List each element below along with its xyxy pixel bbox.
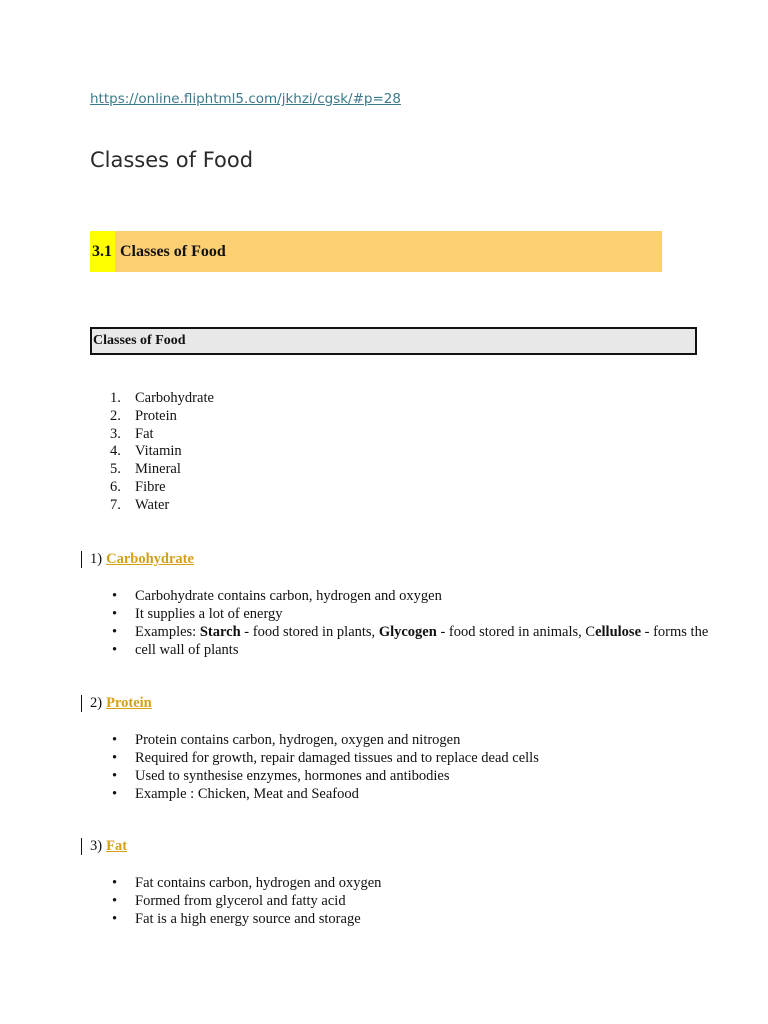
fat-link[interactable]: Fat — [106, 838, 128, 854]
text-run: - forms the — [641, 624, 709, 640]
list-number: 2. — [110, 407, 121, 424]
list-item — [112, 605, 752, 623]
list-item — [112, 731, 752, 749]
list-item — [112, 910, 752, 928]
fat-list — [112, 874, 752, 928]
source-link[interactable]: https://online.fliphtml5.com/jkhzi/cgsk/#p=28 — [90, 91, 401, 107]
list-item — [112, 874, 752, 892]
list-item — [110, 408, 214, 426]
boxed-heading: Classes of Food — [90, 327, 697, 355]
list-item — [110, 497, 214, 515]
bullet-icon: • — [112, 786, 118, 802]
list-item — [110, 390, 214, 408]
text-run: - food stored in animals, C — [436, 624, 596, 640]
fat-heading — [81, 838, 127, 855]
text-run: Examples: — [135, 624, 200, 640]
section-number: 3.1 — [90, 231, 115, 272]
bullet-icon: • — [112, 588, 118, 604]
list-item-text: Example : Chicken, Meat and Seafood — [135, 786, 359, 802]
heading-prefix: 2) — [90, 695, 103, 711]
list-item — [112, 892, 752, 910]
protein-link[interactable]: Protein — [106, 695, 152, 711]
bold-term-starch: Starch — [199, 624, 241, 640]
heading-prefix: 1) — [90, 551, 103, 567]
list-item — [110, 443, 214, 461]
list-number: 7. — [110, 496, 121, 513]
list-number: 6. — [110, 478, 121, 495]
list-item — [110, 426, 214, 444]
list-item-label: Carbohydrate — [135, 390, 214, 406]
bullet-icon: • — [112, 624, 118, 640]
bullet-icon: • — [112, 750, 118, 766]
heading-marker — [81, 838, 82, 855]
section-banner — [90, 231, 662, 272]
bullet-icon: • — [112, 606, 118, 622]
list-item-label: Water — [135, 496, 170, 513]
bullet-icon: • — [112, 911, 118, 927]
list-number: 4. — [110, 443, 121, 460]
list-item-text: cell wall of plants — [135, 642, 239, 658]
list-item-text: Fat is a high energy source and storage — [135, 911, 361, 927]
list-item-text: Required for growth, repair damaged tissues and to replace dead cells — [135, 750, 539, 766]
bullet-icon: • — [112, 875, 118, 891]
list-item-text: Fat contains carbon, hydrogen and oxygen — [135, 875, 382, 891]
heading-marker — [81, 551, 82, 568]
section-label: Classes of Food — [120, 242, 226, 260]
bold-term-glycogen: Glycogen — [378, 624, 437, 640]
list-item — [112, 785, 752, 803]
bold-term-cellulose: ellulose — [595, 624, 642, 640]
list-item-label: Fibre — [135, 478, 166, 495]
list-item-text: It supplies a lot of energy — [135, 606, 283, 622]
classes-list — [110, 390, 214, 515]
list-item-label: Vitamin — [135, 443, 182, 460]
bullet-icon: • — [112, 642, 118, 658]
heading-marker — [81, 695, 82, 712]
list-item — [112, 623, 752, 641]
list-item — [110, 461, 214, 479]
bullet-icon: • — [112, 768, 118, 784]
list-item-label: Mineral — [135, 461, 181, 478]
list-item — [110, 479, 214, 497]
text-run: - food stored in plants, — [240, 624, 379, 640]
carbohydrate-link[interactable]: Carbohydrate — [106, 551, 194, 567]
carbohydrate-list — [112, 587, 752, 659]
list-item — [112, 587, 752, 605]
bullet-icon: • — [112, 732, 118, 748]
page-title: Classes of Food — [90, 148, 254, 172]
list-item-text: Used to synthesise enzymes, hormones and antibodies — [135, 768, 450, 784]
carbohydrate-heading — [81, 551, 194, 568]
list-item-label: Fat — [135, 425, 154, 442]
list-item-text: Protein contains carbon, hydrogen, oxygen and nitrogen — [135, 732, 461, 748]
list-number: 3. — [110, 425, 121, 442]
bullet-icon: • — [112, 893, 118, 909]
list-item-label: Protein — [135, 407, 177, 424]
heading-prefix: 3) — [90, 838, 103, 854]
list-item-text — [135, 623, 708, 641]
protein-list — [112, 731, 752, 803]
list-item — [112, 749, 752, 767]
list-number: 1. — [110, 390, 121, 406]
list-item — [112, 767, 752, 785]
list-item-text: Formed from glycerol and fatty acid — [135, 893, 346, 909]
list-item — [112, 641, 752, 659]
list-item-text: Carbohydrate contains carbon, hydrogen and oxygen — [135, 588, 442, 604]
list-number: 5. — [110, 461, 121, 478]
protein-heading — [81, 695, 152, 712]
